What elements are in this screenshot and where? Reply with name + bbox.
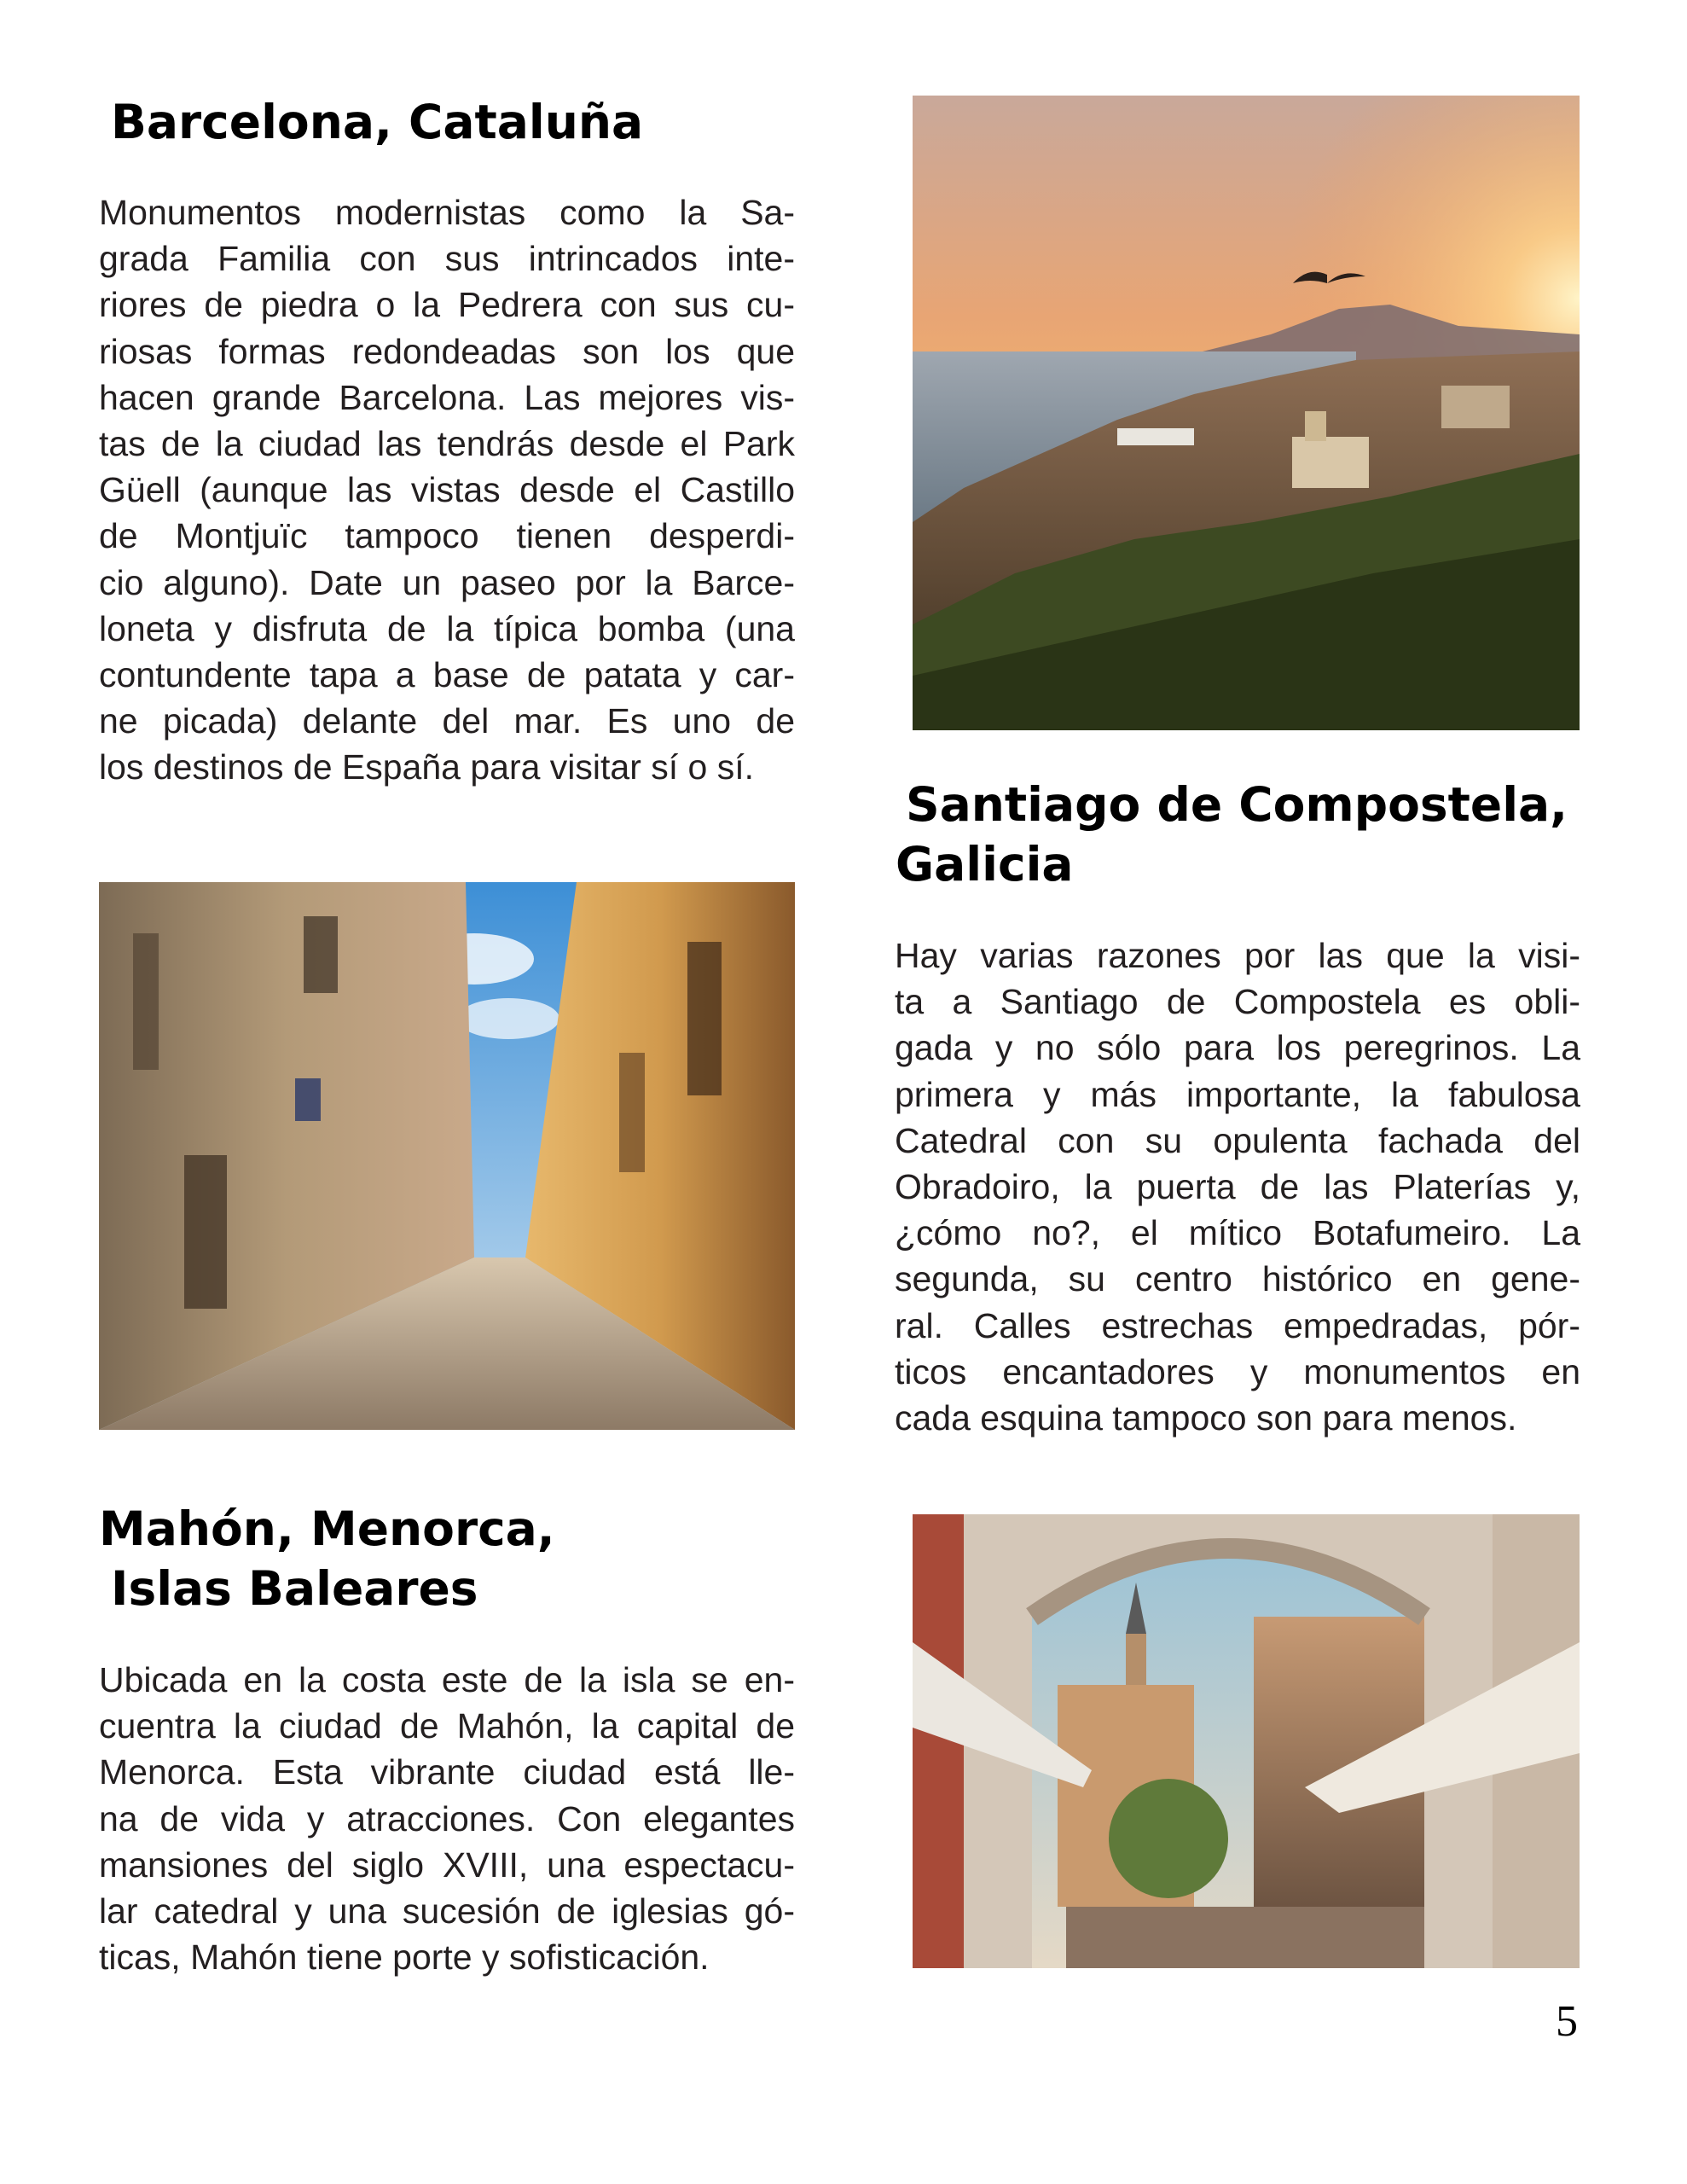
- text-line: ral. Calles estrechas empedradas, pór-: [895, 1305, 1580, 1345]
- page-number: 5: [1556, 1997, 1578, 2046]
- text-line: segunda, su centro histórico en gene-: [895, 1259, 1580, 1299]
- heading-line: Galicia: [896, 837, 1074, 892]
- text-line: cio alguno). Date un paseo por la Barce-: [99, 562, 795, 602]
- text-line: ticos encantadores y monumentos en: [895, 1351, 1580, 1391]
- archway-street-photo: [913, 1514, 1580, 1968]
- text-line: de Montjuïc tampoco tienen desperdi-: [99, 516, 795, 556]
- text-line: cuentra la ciudad de Mahón, la capital de: [99, 1706, 795, 1746]
- text-line: grada Familia con sus intrincados inte-: [99, 239, 795, 279]
- heading-line: Islas Baleares: [111, 1561, 478, 1616]
- text-line: na de vida y atracciones. Con elegantes: [99, 1798, 795, 1838]
- text-line: Catedral con su opulenta fachada del: [895, 1120, 1580, 1160]
- body-mahon: [99, 1657, 795, 1980]
- text-line: Obradoiro, la puerta de las Platerías y,: [895, 1167, 1580, 1207]
- body-santiago: [895, 932, 1580, 1441]
- text-line: riores de piedra o la Pedrera con sus cu-: [99, 285, 795, 325]
- text-line: Menorca. Esta vibrante ciudad está lle-: [99, 1752, 795, 1792]
- text-line: loneta y disfruta de la típica bomba (una: [99, 608, 795, 648]
- text-line: Monumentos modernistas como la Sa-: [99, 193, 795, 232]
- text-line: tas de la ciudad las tendrás desde el Park: [99, 424, 795, 464]
- text-line: hacen grande Barcelona. Las mejores vis-: [99, 377, 795, 417]
- body-barcelona: [99, 189, 795, 791]
- text-line: Ubicada en la costa este de la isla se en-: [99, 1660, 795, 1699]
- coastal-city-sunset-photo: [913, 96, 1580, 730]
- text-line: ¿cómo no?, el mítico Botafumeiro. La: [895, 1213, 1580, 1253]
- text-line: cada esquina tampoco son para menos.: [895, 1398, 1517, 1438]
- narrow-old-street-photo: [99, 882, 795, 1430]
- text-line: mansiones del siglo XVIII, una espectacu-: [99, 1844, 795, 1885]
- text-line: ticas, Mahón tiene porte y sofisticación.: [99, 1937, 710, 1978]
- heading-line: Santiago de Compostela,: [906, 777, 1568, 832]
- text-line: lar catedral y una sucesión de iglesias gó-: [99, 1891, 795, 1931]
- text-line: contundente tapa a base de patata y car-: [99, 655, 795, 695]
- heading-barcelona: [111, 92, 643, 152]
- text-line: ta a Santiago de Compostela es obli-: [895, 982, 1580, 1022]
- heading-line: Barcelona, Cataluña: [111, 95, 644, 149]
- text-line: gada y no sólo para los peregrinos. La: [895, 1028, 1580, 1068]
- heading-line: Mahón, Menorca,: [99, 1502, 555, 1556]
- text-line: Güell (aunque las vistas desde el Castillo: [99, 470, 795, 510]
- heading-mahon: [99, 1499, 555, 1618]
- text-line: los destinos de España para visitar sí o sí.: [99, 747, 755, 787]
- text-line: Hay varias razones por las que la visi-: [895, 936, 1580, 975]
- heading-santiago: [896, 775, 1568, 894]
- text-line: primera y más importante, la fabulosa: [895, 1074, 1580, 1114]
- text-line: ne picada) delante del mar. Es uno de: [99, 701, 795, 741]
- text-line: riosas formas redondeadas son los que: [99, 331, 795, 371]
